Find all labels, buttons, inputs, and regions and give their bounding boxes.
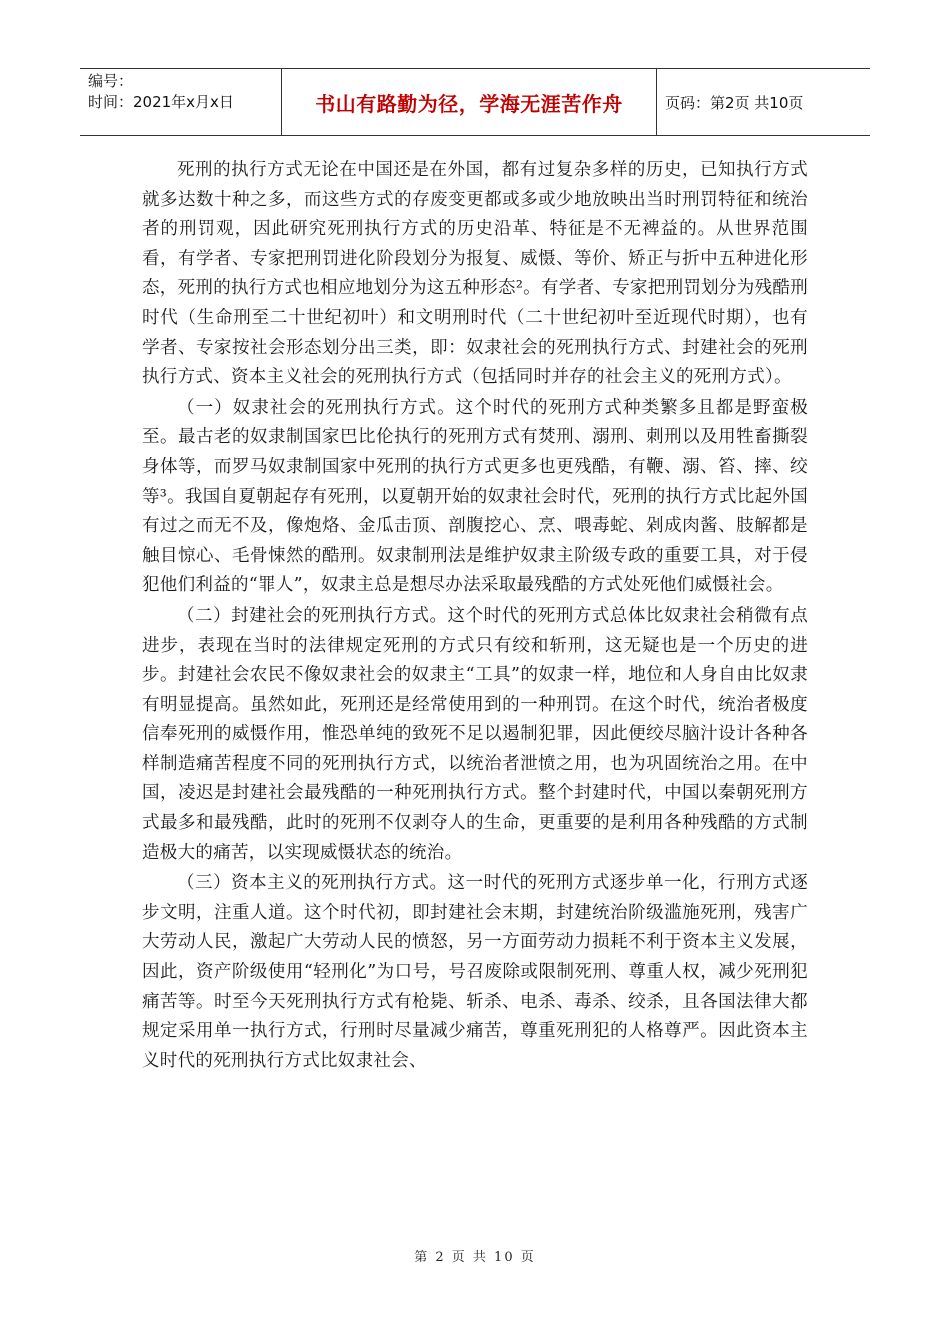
paragraph-feudal-society: （二）封建社会的死刑执行方式。这个时代的死刑方式总体比奴隶社会稍微有点进步，表现在当时的法律规定死刑的方式只有绞和斩刑，这无疑也是一个历史的进步。封建社会农民不像奴隶社会的奴隶主“工具”的奴隶一样，地位和人身自由比奴隶有明显提高。虽然如此，死刑还是经常使用到的一种刑罚。在这个时代，统治者极度信奉死刑的威慑作用，惟恐单纯的致死不足以遏制犯罪，因此便绞尽脑汁设计各种各样制造痛苦程度不同的死刑执行方式，以统治者泄愤之用，也为巩固统治之用。在中国，凌迟是封建社会最残酷的一种死刑执行方式。整个封建时代，中国以秦朝死刑方式最多和最残酷，此时的死刑不仅剥夺人的生命，更重要的是利用各种残酷的方式制造极大的痛苦，以实现威慑状态的统治。 [142,605,808,863]
page-footer: 第 2 页 共 10 页 [414,1250,536,1265]
time-label: 时间：2021年x月x日 [88,93,234,111]
header-meta-cell [80,69,282,135]
paragraph-slave-society: （一）奴隶社会的死刑执行方式。这个时代的死刑方式种类繁多且都是野蛮极至。最古老的奴隶制国家巴比伦执行的死刑方式有焚刑、溺刑、刺刑以及用牲畜撕裂身体等，而罗马奴隶制国家中死刑的执行方式更多也更残酷，有鞭、溺、笞、摔、绞等³。我国自夏朝起存有死刑，以夏朝开始的奴隶社会时代，死刑的执行方式比起外国有过之而无不及，像炮烙、金瓜击顶、剖腹挖心、烹、喂毒蛇、剁成肉酱、肢解都是触目惊心、毛骨悚然的酷刑。奴隶制刑法是维护奴隶主阶级专政的重要工具，对于侵犯他们利益的“罪人”，奴隶主总是想尽办法采取最残酷的方式处死他们威慑社会。 [142,397,808,596]
number-label: 编号： [88,72,134,90]
paragraph-intro: 死刑的执行方式无论在中国还是在外国，都有过复杂多样的历史，已知执行方式就多达数十种之多，而这些方式的存废变更都或多或少地放映出当时刑罚特征和统治者的刑罚观，因此研究死刑执行方式的历史沿革、特征是不无裨益的。从世界范围看，有学者、专家把刑罚进化阶段划分为报复、威慑、等价、矫正与折中五种进化形态，死刑的执行方式也相应地划分为这五种形态²。有学者、专家把刑罚划分为残酷刑时代（生命刑至二十世纪初叶）和文明刑时代（二十世纪初叶至近现代时期），也有学者、专家按社会形态划分出三类，即：奴隶社会的死刑执行方式、封建社会的死刑执行方式、资本主义社会的死刑执行方式（包括同时并存的社会主义的死刑方式）。 [142,160,808,388]
paragraph-capitalist-society: （三）资本主义的死刑执行方式。这一时代的死刑方式逐步单一化，行刑方式逐步文明，注重人道。这个时代初，即封建社会末期，封建统治阶级滥施死刑，残害广大劳动人民，激起广大劳动人民的愤怒，另一方面劳动力损耗不利于资本主义发展，因此，资产阶级使用“轻刑化”为口号，号召废除或限制死刑、尊重人权，减少死刑犯痛苦等。时至今天死刑执行方式有枪毙、斩杀、电杀、毒杀、绞杀，且各国法律大都规定采用单一执行方式，行刑时尽量减少痛苦，尊重死刑犯的人格尊严。因此资本主义时代的死刑执行方式比奴隶社会、 [142,873,808,1071]
header-page-number: 页码：第2页 共10页 [665,93,804,112]
page-header-table [80,68,870,136]
document-body [142,156,808,1076]
header-motto: 书山有路勤为径，学海无涯苦作舟 [282,69,657,135]
